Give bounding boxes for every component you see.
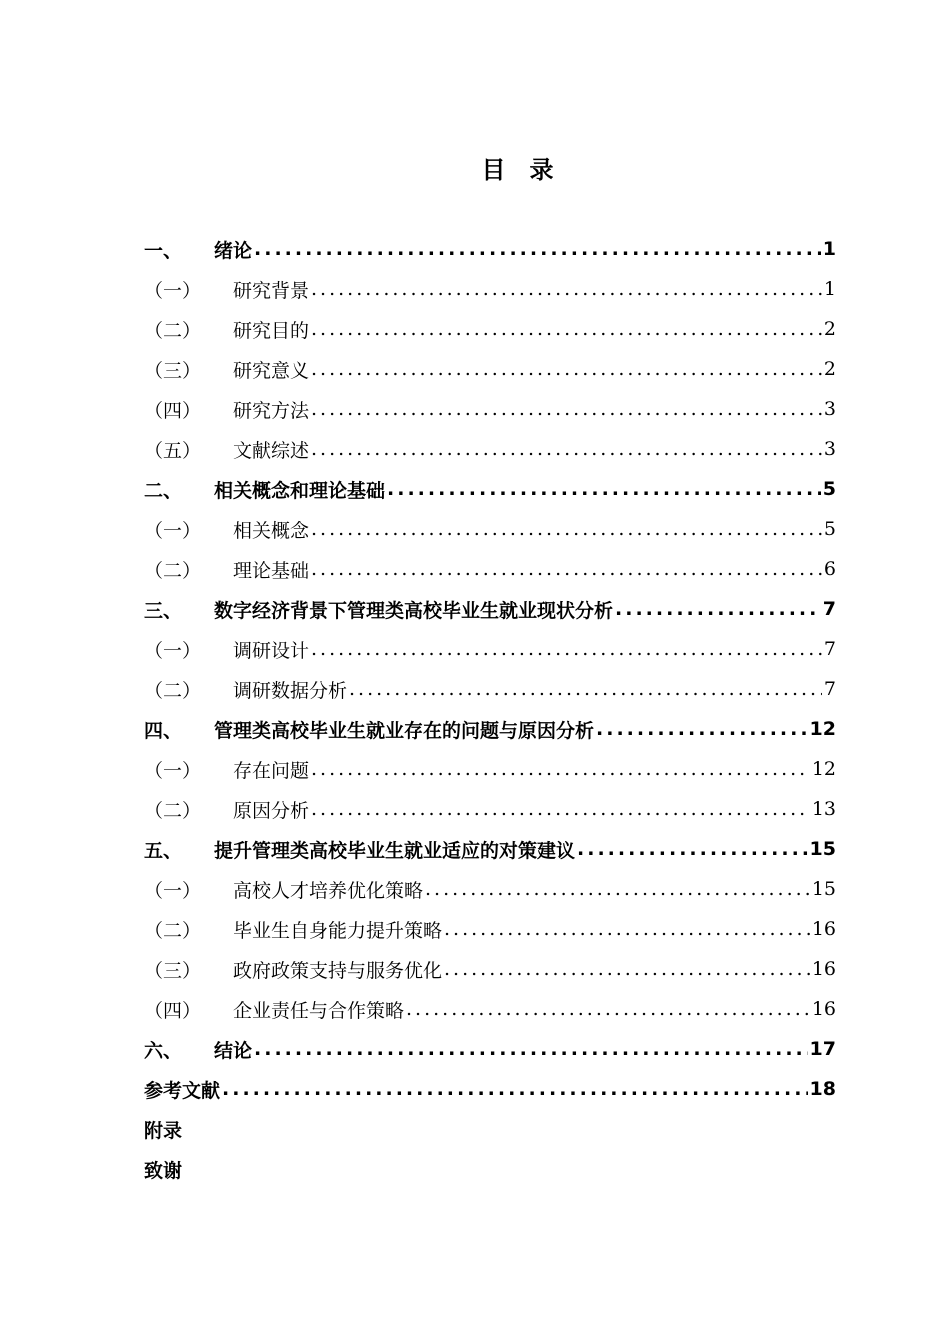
toc-entry-title: 毕业生自身能力提升策略 (233, 919, 443, 942)
toc-page-number: 16 (811, 998, 836, 1020)
toc-entry[interactable] (144, 269, 836, 309)
toc-entry-number: （二） (144, 559, 202, 582)
toc-entry-number: （一） (144, 279, 202, 302)
toc-entry-number: （一） (144, 639, 202, 662)
toc-page-number: 7 (823, 678, 836, 700)
toc-entry-number: （三） (144, 959, 202, 982)
toc-entry[interactable] (144, 669, 836, 709)
toc-entry-title: 管理类高校毕业生就业存在的问题与原因分析 (214, 719, 595, 742)
toc-entry[interactable] (144, 309, 836, 349)
toc-entry-title: 原因分析 (233, 799, 310, 822)
toc-dot-leader (311, 278, 822, 300)
toc-dot-leader (311, 518, 822, 540)
toc-page-number: 2 (823, 318, 836, 340)
toc-entry[interactable] (144, 829, 836, 869)
toc-entry[interactable] (144, 429, 836, 469)
toc-page-number: 2 (823, 358, 836, 380)
toc-entry[interactable] (144, 469, 836, 509)
toc-dot-leader (444, 958, 810, 980)
toc-entry-number: （二） (144, 319, 202, 342)
toc-entry-number: （四） (144, 999, 202, 1022)
toc-entry-title: 研究意义 (233, 359, 310, 382)
toc-page-number: 3 (823, 438, 836, 460)
toc-entry-number: （五） (144, 439, 202, 462)
toc-entry-title: 企业责任与合作策略 (233, 999, 405, 1022)
toc-entry[interactable] (144, 589, 836, 629)
toc-dot-leader (596, 718, 808, 740)
toc-entry-number: （二） (144, 679, 202, 702)
toc-entry[interactable] (144, 1069, 836, 1109)
toc-entry[interactable] (144, 989, 836, 1029)
toc-entry-title: 研究方法 (233, 399, 310, 422)
toc-entry-number: （四） (144, 399, 202, 422)
toc-page-number: 15 (809, 838, 836, 860)
toc-dot-leader (311, 798, 810, 820)
toc-entry-number: 六、 (144, 1039, 183, 1062)
toc-page-number: 16 (811, 918, 836, 940)
toc-entry-title: 参考文献 (144, 1079, 221, 1102)
toc-dot-leader (311, 438, 822, 460)
toc-entry[interactable] (144, 1149, 836, 1189)
toc-page-number: 3 (823, 398, 836, 420)
toc-entry-title: 理论基础 (233, 559, 310, 582)
toc-page-number: 5 (822, 478, 836, 500)
toc-dot-leader (311, 358, 822, 380)
toc-entry[interactable] (144, 909, 836, 949)
toc-entry-title: 致谢 (144, 1159, 183, 1182)
toc-entry[interactable] (144, 229, 836, 269)
toc-entry[interactable] (144, 749, 836, 789)
toc-page-number: 7 (823, 638, 836, 660)
toc-entry-title: 调研数据分析 (233, 679, 348, 702)
toc-dot-leader (425, 878, 810, 900)
toc-dot-leader (254, 238, 821, 260)
toc-entry-number: （一） (144, 759, 202, 782)
toc-page-number: 15 (811, 878, 836, 900)
toc-entry-number: （一） (144, 879, 202, 902)
page-title: 目 录 (481, 155, 554, 184)
toc-page-number: 18 (809, 1078, 836, 1100)
toc-entry-title: 相关概念 (233, 519, 310, 542)
toc-page-number: 12 (811, 758, 836, 780)
toc-dot-leader (311, 558, 822, 580)
toc-entry[interactable] (144, 1029, 836, 1069)
toc-entry-title: 数字经济背景下管理类高校毕业生就业现状分析 (214, 599, 614, 622)
toc-entry[interactable] (144, 509, 836, 549)
toc-entry[interactable] (144, 389, 836, 429)
toc-page-number: 5 (823, 518, 836, 540)
toc-dot-leader (406, 998, 810, 1020)
toc-page-number: 7 (822, 598, 836, 620)
toc-entry[interactable] (144, 869, 836, 909)
table-of-contents (144, 229, 836, 1189)
toc-dot-leader (311, 398, 822, 420)
toc-entry-number: （二） (144, 799, 202, 822)
toc-entry-number: （三） (144, 359, 202, 382)
toc-entry[interactable] (144, 549, 836, 589)
toc-dot-leader (222, 1078, 808, 1100)
toc-entry[interactable] (144, 709, 836, 749)
toc-page-number: 17 (809, 1038, 836, 1060)
toc-entry-number: 四、 (144, 719, 183, 742)
toc-dot-leader (254, 1038, 808, 1060)
toc-page-number: 1 (823, 278, 836, 300)
toc-entry-title: 绪论 (214, 239, 253, 262)
toc-entry-title: 研究背景 (233, 279, 310, 302)
toc-entry-title: 政府政策支持与服务优化 (233, 959, 443, 982)
toc-page-number: 16 (811, 958, 836, 980)
toc-entry-number: （二） (144, 919, 202, 942)
toc-entry-title: 研究目的 (233, 319, 310, 342)
toc-entry-title: 存在问题 (233, 759, 310, 782)
toc-entry-number: 一、 (144, 239, 183, 262)
toc-dot-leader (577, 838, 808, 860)
toc-page-number: 12 (809, 718, 836, 740)
toc-entry[interactable] (144, 949, 836, 989)
toc-entry[interactable] (144, 629, 836, 669)
toc-entry[interactable] (144, 789, 836, 829)
toc-entry[interactable] (144, 1109, 836, 1149)
toc-entry-number: 五、 (144, 839, 183, 862)
toc-dot-leader (387, 478, 821, 500)
toc-dot-leader (349, 678, 822, 700)
toc-dot-leader (311, 638, 822, 660)
toc-page-number: 1 (822, 238, 836, 260)
toc-page-number: 6 (823, 558, 836, 580)
toc-entry-number: （一） (144, 519, 202, 542)
toc-dot-leader (311, 758, 810, 780)
toc-entry-title: 结论 (214, 1039, 253, 1062)
toc-dot-leader (615, 598, 821, 620)
toc-entry-title: 提升管理类高校毕业生就业适应的对策建议 (214, 839, 576, 862)
toc-entry-title: 相关概念和理论基础 (214, 479, 386, 502)
toc-entry-title: 高校人才培养优化策略 (233, 879, 424, 902)
toc-entry-title: 调研设计 (233, 639, 310, 662)
toc-dot-leader (444, 918, 810, 940)
toc-page-number: 13 (811, 798, 836, 820)
toc-entry-title: 文献综述 (233, 439, 310, 462)
toc-entry-number: 二、 (144, 479, 183, 502)
toc-dot-leader (311, 318, 822, 340)
toc-entry-number: 三、 (144, 599, 183, 622)
toc-entry-title: 附录 (144, 1119, 183, 1142)
toc-entry[interactable] (144, 349, 836, 389)
